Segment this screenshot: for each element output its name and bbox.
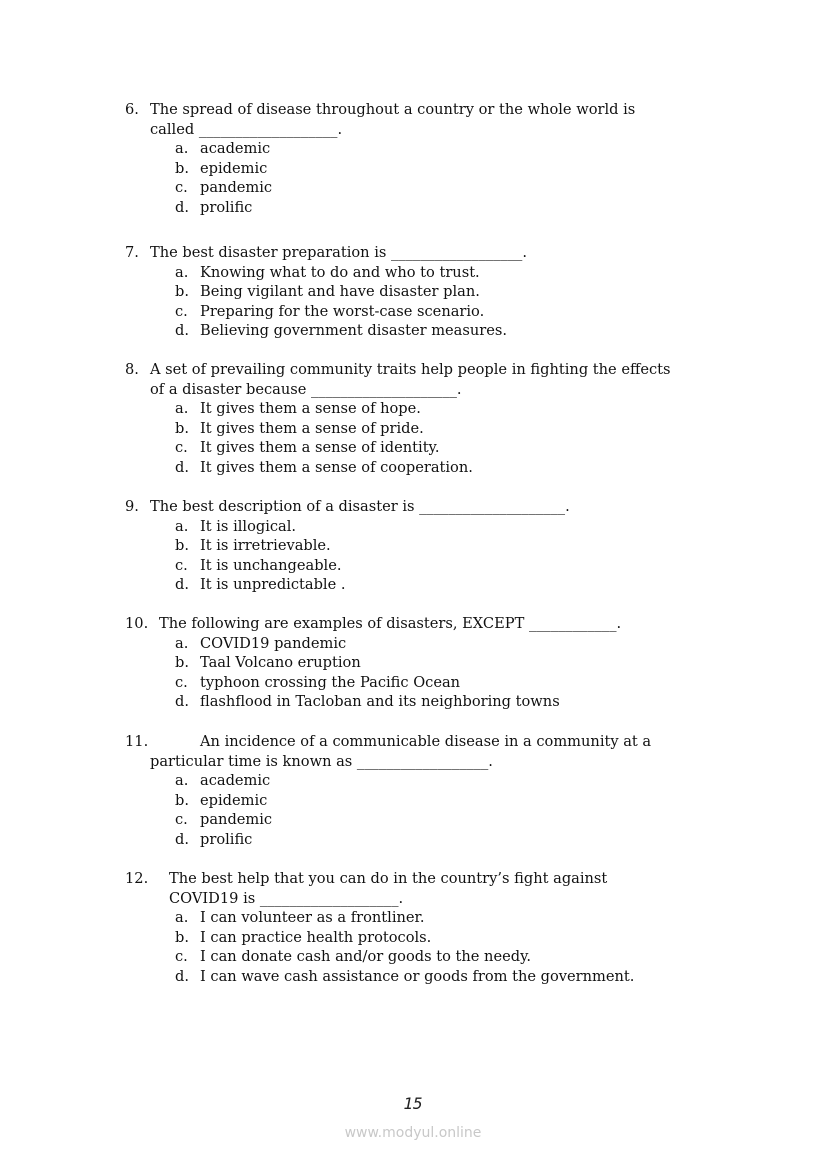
option-text: pandemic xyxy=(200,811,273,829)
answer-option xyxy=(125,908,745,928)
option-text: Taal Volcano eruption xyxy=(200,654,361,672)
option-letter: a. xyxy=(175,263,189,281)
answer-option xyxy=(125,692,745,712)
option-text: academic xyxy=(200,772,271,790)
answer-option xyxy=(125,517,745,537)
option-letter: b. xyxy=(175,537,189,555)
option-letter: d. xyxy=(175,967,189,985)
question-number: 10. xyxy=(125,615,149,632)
option-letter: b. xyxy=(175,419,189,437)
option-letter: d. xyxy=(175,576,189,594)
question-8 xyxy=(125,360,745,478)
option-letter: d. xyxy=(175,198,189,216)
option-letter: d. xyxy=(175,322,189,340)
option-text: Being vigilant and have disaster plan. xyxy=(200,283,480,301)
answer-option xyxy=(125,791,745,811)
page-number: 15 xyxy=(403,1094,423,1113)
question-7 xyxy=(125,243,745,341)
option-text: prolific xyxy=(200,830,253,848)
question-number: 9. xyxy=(125,498,139,515)
question-number: 8. xyxy=(125,361,139,378)
answer-option xyxy=(125,282,745,302)
option-letter: c. xyxy=(175,179,188,197)
option-text: academic xyxy=(200,140,271,158)
answer-option xyxy=(125,575,745,595)
question-stem: An incidence of a communicable disease in a community at a xyxy=(200,733,652,750)
option-text: Knowing what to do and who to trust. xyxy=(200,263,480,281)
option-text: It is unpredictable . xyxy=(200,576,346,594)
option-text: It gives them a sense of pride. xyxy=(200,419,424,437)
option-letter: c. xyxy=(175,556,188,574)
question-10 xyxy=(125,614,745,712)
answer-option xyxy=(125,928,745,948)
option-letter: b. xyxy=(175,159,189,177)
answer-option xyxy=(125,830,745,850)
option-text: I can donate cash and/or goods to the needy. xyxy=(200,948,532,966)
option-text: COVID19 pandemic xyxy=(200,634,347,652)
option-letter: b. xyxy=(175,928,189,946)
question-stem: The spread of disease throughout a country or the whole world is xyxy=(150,101,636,118)
question-stem: COVID19 is ___________________. xyxy=(169,889,404,907)
answer-option xyxy=(125,947,745,967)
option-letter: a. xyxy=(175,517,189,535)
option-letter: b. xyxy=(175,283,189,301)
option-text: epidemic xyxy=(200,159,268,177)
option-text: It is irretrievable. xyxy=(200,537,331,555)
option-text: It is illogical. xyxy=(200,517,297,535)
question-number: 11. xyxy=(125,733,149,750)
option-letter: d. xyxy=(175,693,189,711)
answer-option xyxy=(125,653,745,673)
option-letter: c. xyxy=(175,302,188,320)
answer-option xyxy=(125,771,745,791)
option-text: I can volunteer as a frontliner. xyxy=(200,909,425,927)
option-letter: a. xyxy=(175,400,189,418)
question-stem: of a disaster because ____________________. xyxy=(150,380,462,398)
question-6 xyxy=(125,100,745,218)
option-letter: a. xyxy=(175,909,189,927)
option-text: pandemic xyxy=(200,179,273,197)
option-letter: a. xyxy=(175,634,189,652)
option-letter: a. xyxy=(175,772,189,790)
answer-option xyxy=(125,302,745,322)
answer-option xyxy=(125,536,745,556)
option-text: flashflood in Tacloban and its neighboring towns xyxy=(200,693,560,711)
option-text: epidemic xyxy=(200,791,268,809)
answer-option xyxy=(125,967,745,987)
question-stem: A set of prevailing community traits help people in fighting the effects xyxy=(150,361,671,378)
watermark: www.modyul.online xyxy=(344,1125,482,1141)
option-text: It gives them a sense of identity. xyxy=(200,439,440,457)
question-stem: The best description of a disaster is ____________________. xyxy=(150,498,570,515)
question-stem: called ___________________. xyxy=(150,120,343,138)
answer-option xyxy=(125,139,745,159)
question-stem: The best help that you can do in the country’s fight against xyxy=(169,870,608,887)
option-text: Believing government disaster measures. xyxy=(200,322,507,340)
answer-option xyxy=(125,321,745,341)
question-9 xyxy=(125,497,745,595)
answer-option xyxy=(125,810,745,830)
answer-option xyxy=(125,673,745,693)
answer-option xyxy=(125,263,745,283)
answer-option xyxy=(125,419,745,439)
answer-option xyxy=(125,198,745,218)
question-12 xyxy=(125,869,745,987)
question-stem: The best disaster preparation is __________________. xyxy=(150,244,527,261)
answer-option xyxy=(125,178,745,198)
option-letter: c. xyxy=(175,673,188,691)
question-number: 7. xyxy=(125,244,139,261)
option-letter: c. xyxy=(175,811,188,829)
option-letter: c. xyxy=(175,439,188,457)
option-letter: c. xyxy=(175,948,188,966)
option-text: prolific xyxy=(200,198,253,216)
option-text: It gives them a sense of hope. xyxy=(200,400,421,418)
option-text: Preparing for the worst-case scenario. xyxy=(200,302,485,320)
option-letter: a. xyxy=(175,140,189,158)
answer-option xyxy=(125,634,745,654)
option-text: It is unchangeable. xyxy=(200,556,342,574)
question-number: 6. xyxy=(125,101,139,118)
option-text: I can wave cash assistance or goods from the government. xyxy=(200,967,635,985)
answer-option xyxy=(125,438,745,458)
question-stem: particular time is known as __________________. xyxy=(150,752,493,770)
option-text: It gives them a sense of cooperation. xyxy=(200,458,473,476)
option-letter: d. xyxy=(175,830,189,848)
option-text: typhoon crossing the Pacific Ocean xyxy=(200,673,461,691)
question-11 xyxy=(125,732,745,850)
answer-option xyxy=(125,556,745,576)
answer-option xyxy=(125,399,745,419)
option-letter: b. xyxy=(175,791,189,809)
option-letter: d. xyxy=(175,458,189,476)
question-stem: The following are examples of disasters, EXCEPT ____________. xyxy=(159,615,622,632)
answer-option xyxy=(125,458,745,478)
question-number: 12. xyxy=(125,870,149,887)
option-letter: b. xyxy=(175,654,189,672)
answer-option xyxy=(125,159,745,179)
option-text: I can practice health protocols. xyxy=(200,928,432,946)
